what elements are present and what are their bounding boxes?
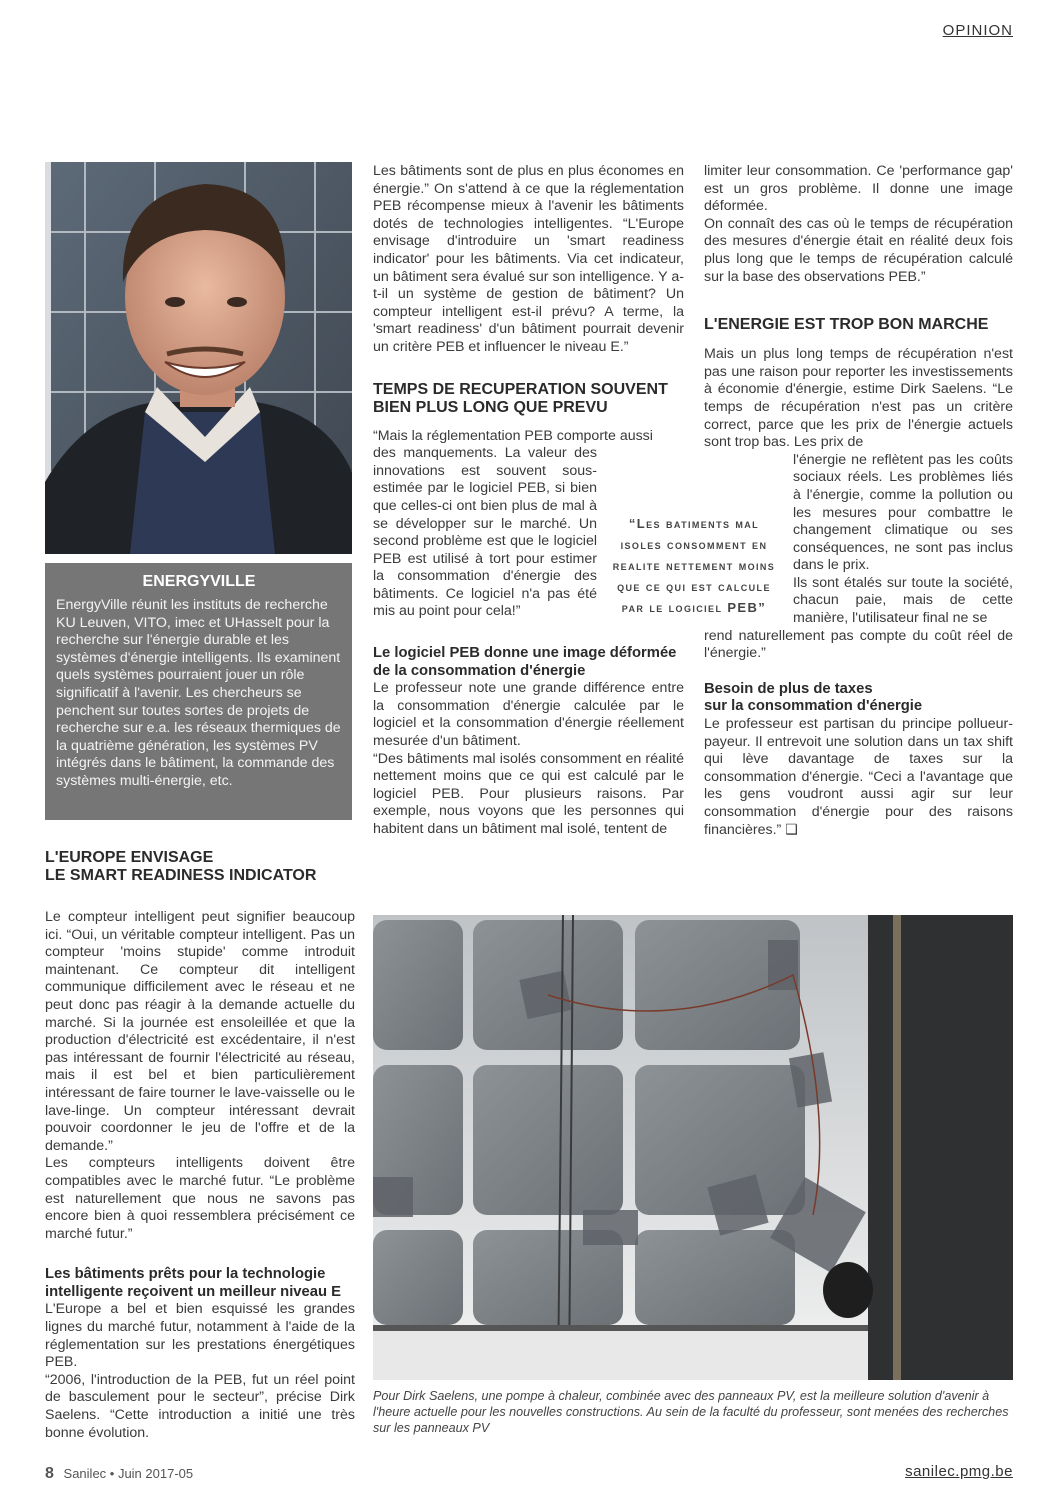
- sidebar-body: EnergyVille réunit les instituts de recherche KU Leuven, VITO, imec et UHasselt pour la recherche sur l'énergie durable et les systèmes d'énergie intelligents. Ils examinent quels systèmes pourraient jouer un rôle significatif à l'avenir. Les chercheurs se penchent sur toutes sortes de projets de recherche sur e.a. les réseaux thermiques de la quatrième génération, les systèmes PV intégrés dans le bâtiment, la commande des systèmes multi-énergie, etc.: [56, 597, 341, 789]
- paragraph: Le professeur note une grande différence entre la consommation d'énergie calculée par le logiciel et la consommation d'énergie réellement mesurée d'un bâtiment.: [373, 680, 684, 750]
- paragraph: Les compteurs intelligents doivent être compatibles avec le marché futur. “Le problème est naturellement que nous ne savons pas encore bien à quoi ressemblera précisément ce marché futur.”: [45, 1155, 355, 1242]
- solar-panel-photo: [373, 915, 1013, 1380]
- page-number: 8: [45, 1465, 54, 1482]
- subheading: Besoin de plus de taxes sur la consommation d'énergie: [704, 680, 923, 715]
- paragraph: Les bâtiments sont de plus en plus économes en énergie.” On s'attend à ce que la réglementation PEB récompense mieux à l'avenir les bâtiments dotés de technologies intelligentes. “L'Europe envisage d'introduire un 'smart readiness indicator' pour les bâtiments. Via cet indicateur, un bâtiment sera évalué sur son intelligence. Y a-t-il un système de gestion de bâtiment? Un compteur intelligent est-il prévu? A terme, la 'smart readiness' d'un bâtiment pourrait devenir un critère PEB et influencer le niveau E.”: [373, 163, 684, 355]
- photo-caption: Pour Dirk Saelens, une pompe à chaleur, combinée avec des panneaux PV, est la meilleure solution d'avenir à l'heure actuelle pour les nouvelles constructions. Au sein de la faculté du professeur, sont menées des recherches sur les panneaux PV: [373, 1389, 1009, 1435]
- paragraph: “Mais la réglementation PEB comporte aussi: [373, 427, 653, 444]
- portrait-photo: [45, 162, 352, 554]
- column-1: [45, 849, 355, 1442]
- column-3: [704, 163, 1013, 839]
- end-mark-icon: ❑: [785, 821, 798, 838]
- section-label: OPINION: [942, 22, 1013, 39]
- paragraph: l'énergie ne reflètent pas les coûts sociaux réels. Les problèmes liés à l'énergie, comme la pollution ou les mesures pour combattre le changement climatique ou ses conséquences, ne sont pas inclus dans le prix.: [793, 451, 1013, 574]
- publication-info: Sanilec • Juin 2017-05: [63, 1466, 194, 1481]
- website-link[interactable]: sanilec.pmg.be: [905, 1463, 1013, 1480]
- column-2: [373, 163, 684, 839]
- paragraph: limiter leur consommation. Ce 'performance gap' est un gros problème. Il donne une image déformée.: [704, 163, 1013, 215]
- subheading: Les bâtiments prêts pour la technologie intelligente reçoivent un meilleur niveau E: [45, 1266, 342, 1300]
- paragraph: Mais un plus long temps de récupération n'est pas une raison pour reporter les investissements à économie d'énergie, estime Dirk Saelens. “Le temps de récupération n'est pas un critère correct, parce que les prix de l'énergie actuels sont trop bas. Les prix de: [704, 346, 1013, 451]
- portrait-image: [45, 162, 352, 554]
- paragraph: “Des bâtiments mal isolés consomment en réalité nettement moins que ce qui est calculé par le logiciel PEB. Pour plusieurs raisons. Par exemple, nous voyons que les personnes qui habitent dans un bâtiment mal isolé, tentent de: [373, 750, 684, 837]
- paragraph: L'Europe a bel et bien esquissé les grandes lignes du marché futur, notamment à l'aide de la réglementation sur les prestations énergétiques PEB.: [45, 1301, 355, 1371]
- paragraph: On connaît des cas où le temps de récupération des mesures d'énergie était en réalité deux fois plus long que le temps de récupération calculé sur la base des observations PEB.”: [704, 215, 1013, 285]
- sidebar-title: ENERGYVILLE: [142, 573, 256, 590]
- footer-page-info: [45, 1465, 193, 1483]
- pull-quote: “Les batiments mal isoles consomment en realite nettement moins que ce qui est calcule par le logiciel PEB”: [612, 516, 776, 615]
- paragraph: des manquements. La valeur des innovations est souvent sous-estimée par le logiciel PEB, si bien que celles-ci ont bien plus de mal à se développer sur le marché. Un second problème est que le logiciel PEB est utilisé à tort pour estimer la consommation d'énergie des bâtiments. Ce logiciel n'a pas été mis au point pour cela!”: [373, 445, 597, 620]
- paragraph: “2006, l'introduction de la PEB, fut un réel point de basculement pour le secteur”, précise Dirk Saelens. “Cette introduction a initié une très bonne évolution.: [45, 1371, 355, 1441]
- section-heading: L'ENERGIE EST TROP BON MARCHE: [704, 316, 989, 334]
- paragraph: rend naturellement pas compte du coût réel de l'énergie.”: [704, 627, 1013, 662]
- paragraph: Ils sont étalés sur toute la société, chacun paie, mais de cette manière, l'utilisateur final ne se: [793, 574, 1013, 627]
- subheading: Le logiciel PEB donne une image déformée de la consommation d'énergie: [373, 645, 677, 679]
- paragraph: Le compteur intelligent peut signifier beaucoup ici. “Oui, un véritable compteur intelligent. Pas un compteur 'moins stupide' comme introduit maintenant. Ce compteur dit intelligent communique difficilement avec le réseau et ne peut donc pas réagir à la demande actuelle du marché. Si la journée est ensoleillée et que la production d'électricité est excédentaire, il n'est pas intéressant de fournir l'électricité au réseau, mais il est bel et bien particulièrement intéressant de faire tourner le lave-vaisselle ou le lave-linge. Un compteur intéressant devrait pouvoir coordonner le jeu de l'offre et de la demande.”: [45, 909, 355, 1154]
- energyville-sidebar: [45, 563, 352, 820]
- paragraph: Le professeur est partisan du principe pollueur-payeur. Il entrevoit une solution dans un tax shift qui lève davantage de taxes sur la consommation d'énergie. “Ceci a l'avantage que les gens voudront aussi agir sur leur consommation d'énergie pour des raisons financières.” ❑: [704, 716, 1013, 838]
- section-heading: TEMPS DE RECUPERATION SOUVENT BIEN PLUS LONG QUE PREVU: [373, 380, 668, 416]
- section-heading: L'EUROPE ENVISAGE LE SMART READINESS INDICATOR: [45, 849, 317, 884]
- solar-panel-image: [373, 915, 1013, 1380]
